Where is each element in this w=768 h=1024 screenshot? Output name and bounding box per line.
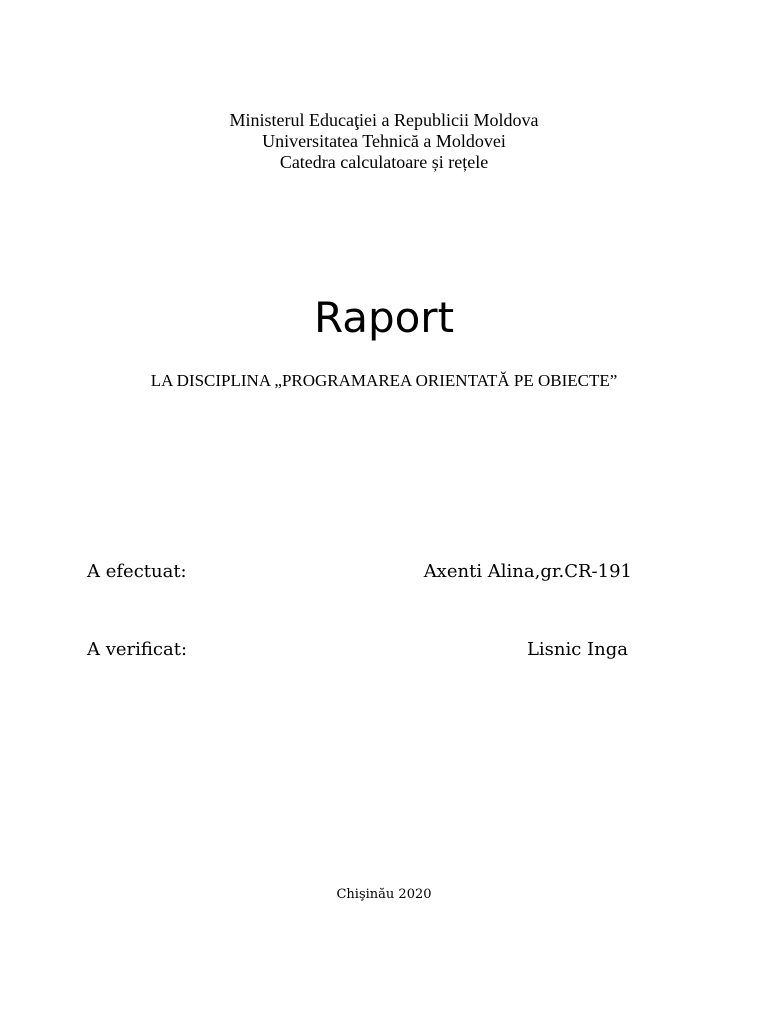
report-title: Raport [313, 293, 455, 342]
university-line: Universitatea Tehnică a Moldovei [262, 131, 506, 151]
performed-by-value: Axenti Alina,gr.CR-191 [423, 561, 632, 582]
performed-by-label: A efectuat: [87, 561, 187, 582]
department-line: Catedra calculatoare și rețele [279, 152, 489, 172]
checked-by-value: Lisnic Inga [526, 639, 628, 660]
ministry-line: Ministerul Educaţiei a Republicii Moldova [229, 110, 539, 130]
discipline-subtitle: LA DISCIPLINA „PROGRAMAREA ORIENTATĂ PE OBIECTE” [150, 371, 618, 390]
institution-header [0, 110, 768, 173]
checked-by-label: A verificat: [87, 639, 188, 660]
place-year-footer: Chişinău 2020 [336, 887, 432, 902]
